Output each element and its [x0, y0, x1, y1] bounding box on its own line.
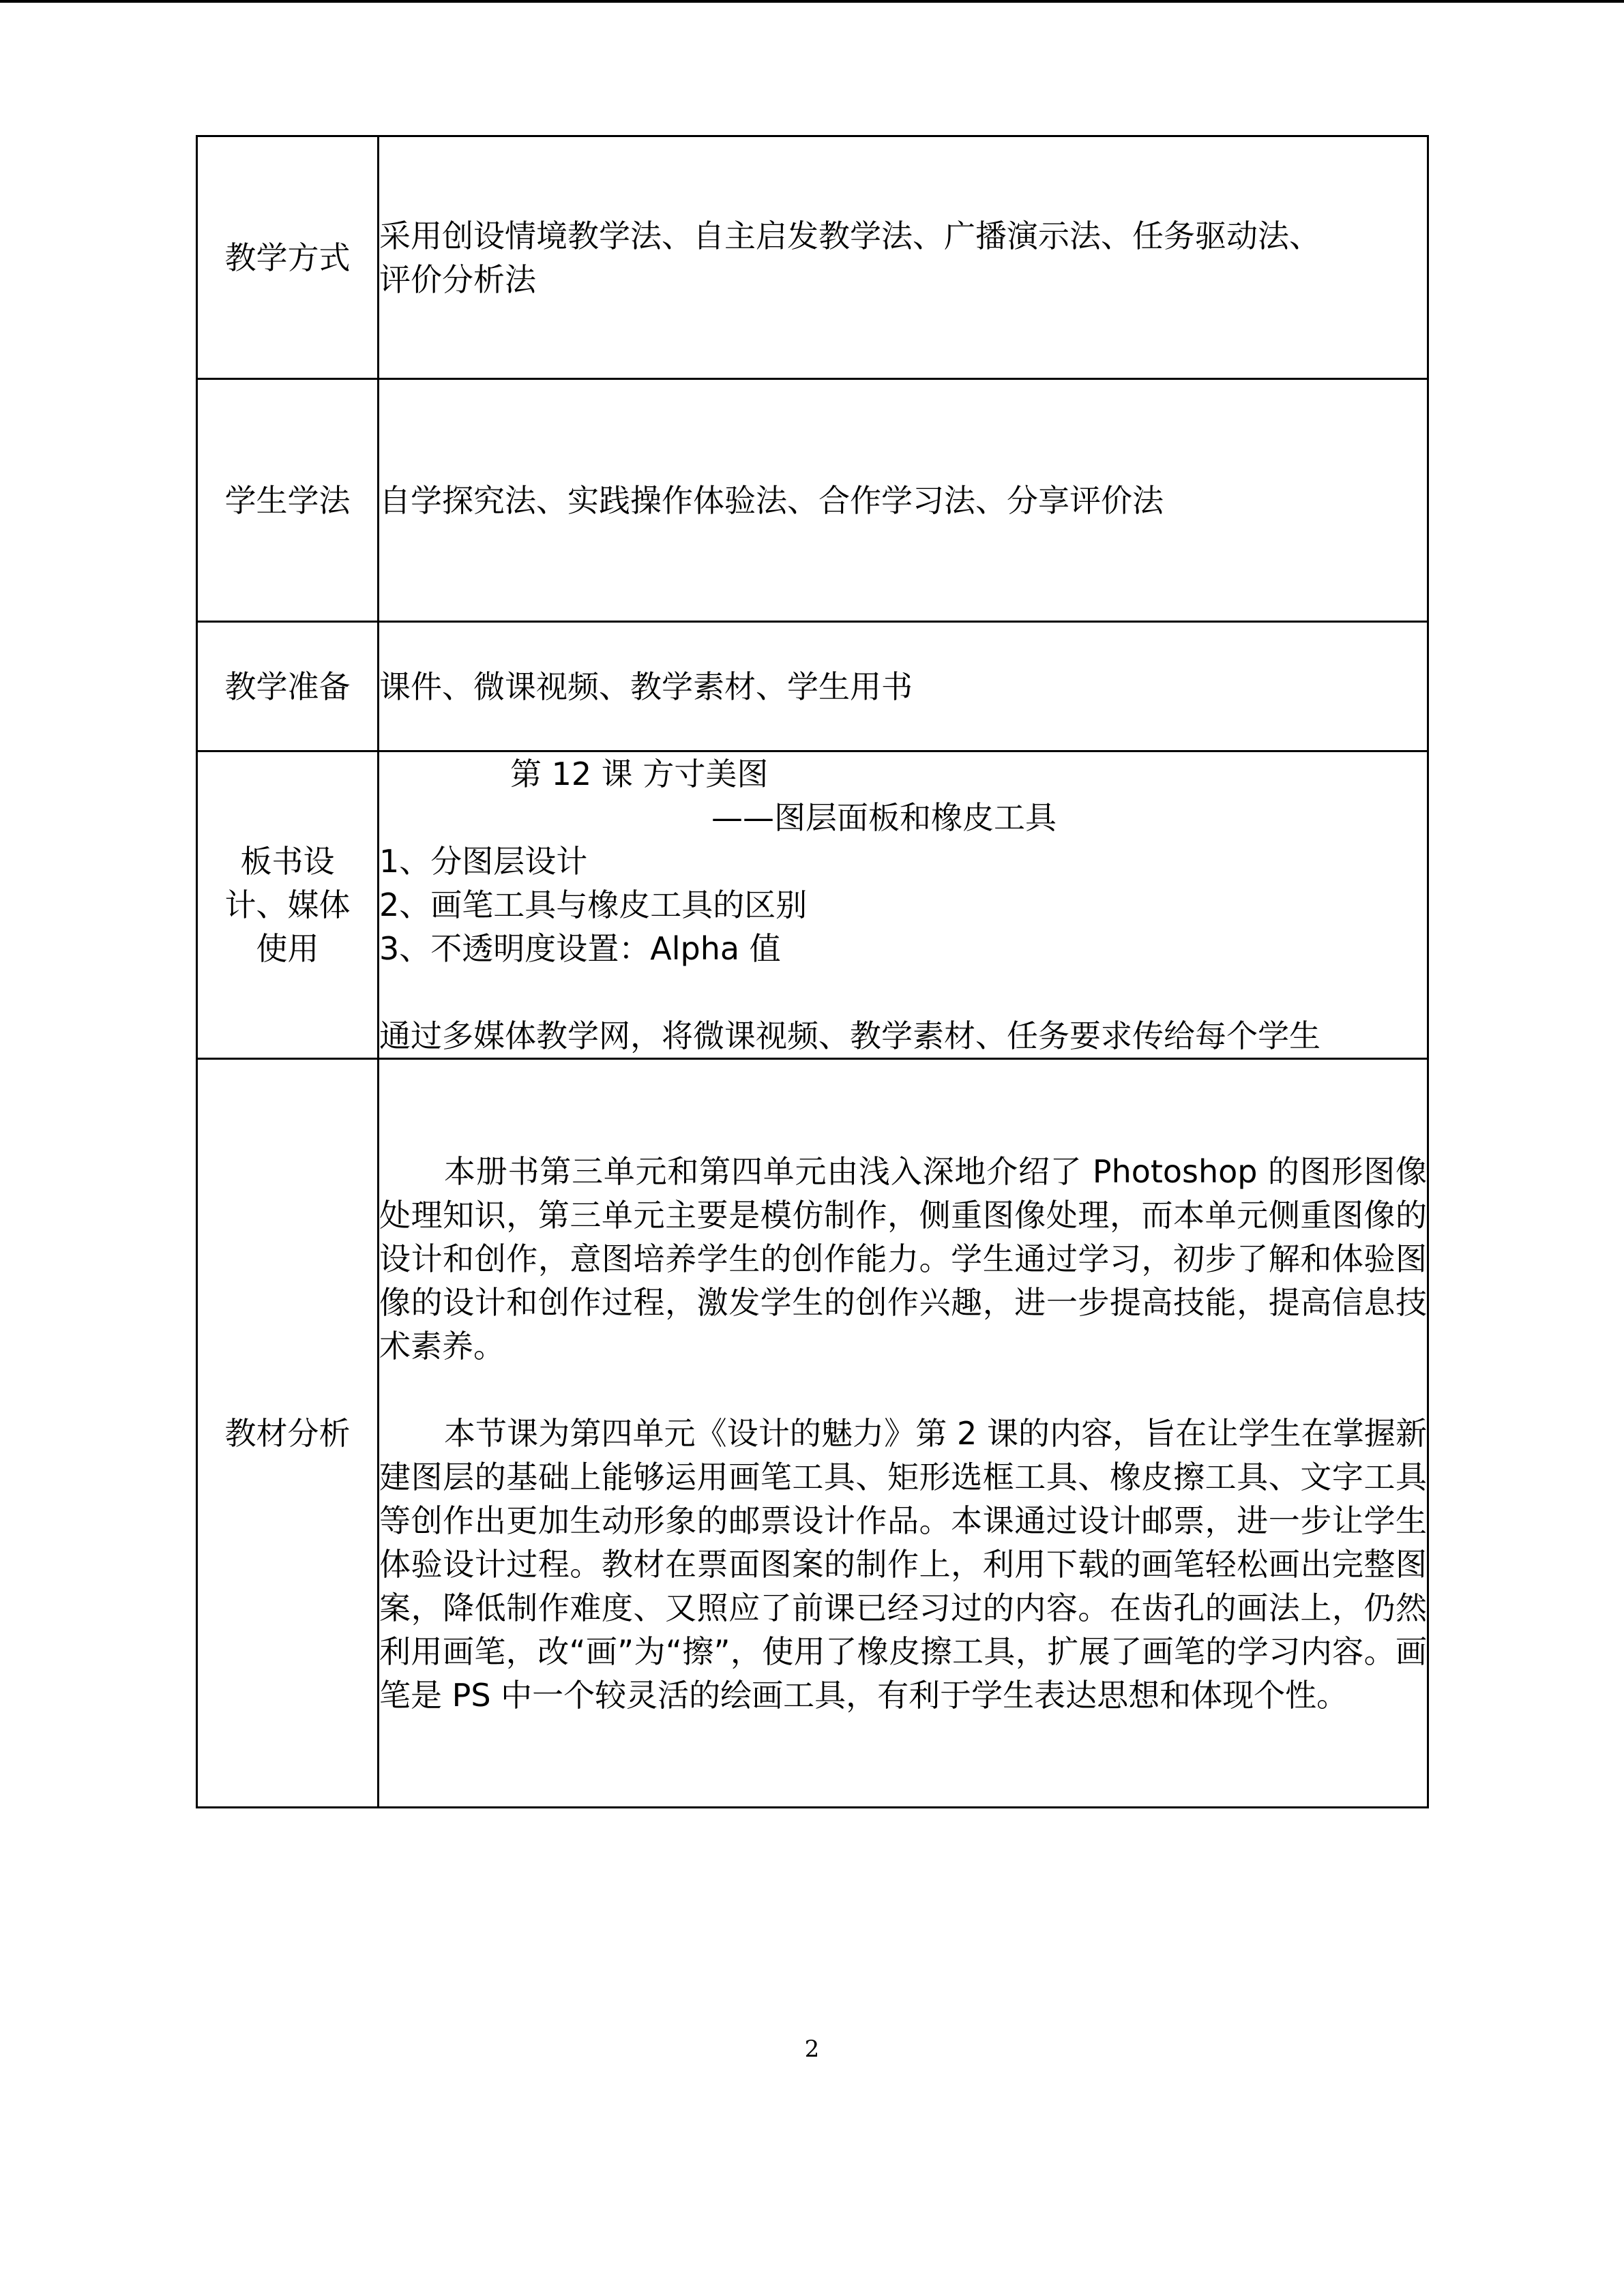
- page-number: 2: [804, 2036, 820, 2063]
- teaching-method-text: 采用创设情境教学法、自主启发教学法、广播演示法、任务驱动法、 评价分析法: [379, 217, 1320, 298]
- label-board-design: [197, 751, 379, 1059]
- board-item-2: 2、画笔工具与橡皮工具的区别: [379, 886, 808, 923]
- board-lesson-title: 第 12 课 方寸美图: [510, 756, 769, 792]
- board-item-1: 1、分图层设计: [379, 843, 588, 880]
- analysis-paragraph-1: 本册书第三单元和第四单元由浅入深地介绍了 Photoshop 的图形图像处理知识，第三单元主要是模仿制作，侧重图像处理，而本单元侧重图像的设计和创作，意图培养学生的创作能力。学生通过学习，初步了解和体验图像的设计和创作过程，激发学生的创作兴趣，进一步提高技能，提高信息技术素养。: [379, 1152, 1427, 1365]
- content-textbook-analysis: [379, 1059, 1428, 1808]
- label-student-method: 学生学法: [197, 379, 379, 622]
- board-lesson-subtitle: ——图层面板和橡皮工具: [711, 799, 1057, 836]
- label-preparation: 教学准备: [197, 622, 379, 751]
- row-student-method: [197, 379, 1428, 622]
- page-top-border: [0, 0, 1624, 3]
- row-board-design: [197, 751, 1428, 1059]
- content-student-method: 自学探究法、实践操作体验法、合作学习法、分享评价法: [379, 379, 1428, 622]
- row-preparation: [197, 622, 1428, 751]
- analysis-blank-line: [379, 1368, 1427, 1412]
- content-preparation: 课件、微课视频、教学素材、学生用书: [379, 622, 1428, 751]
- row-teaching-method: [197, 136, 1428, 379]
- analysis-paragraph-2: 本节课为第四单元《设计的魅力》第 2 课的内容，旨在让学生在掌握新建图层的基础上能够运用画笔工具、矩形选框工具、橡皮擦工具、文字工具等创作出更加生动形象的邮票设计作品。本课通过设计邮票，进一步让学生体验设计过程。教材在票面图案的制作上，利用下载的画笔轻松画出完整图案，降低制作难度、又照应了前课已经习过的内容。在齿孔的画法上，仍然利用画笔，改“画”为“擦”，使用了橡皮擦工具，扩展了画笔的学习内容。画笔是 PS 中一个较灵活的绘画工具，有利于学生表达思想和体现个性。: [379, 1414, 1427, 1714]
- board-design-label-text: 板书设 计、媒体 使用: [224, 843, 351, 967]
- label-teaching-method: 教学方式: [197, 136, 379, 379]
- content-board-design: [379, 751, 1428, 1059]
- lesson-plan-table: [196, 135, 1429, 1808]
- label-textbook-analysis: 教材分析: [197, 1059, 379, 1808]
- row-textbook-analysis: [197, 1059, 1428, 1808]
- board-item-3: 3、不透明度设置：Alpha 值: [379, 930, 781, 967]
- content-teaching-method: [379, 136, 1428, 379]
- board-media-note: 通过多媒体教学网，将微课视频、教学素材、任务要求传给每个学生: [379, 1017, 1320, 1054]
- board-blank-line: [379, 970, 1427, 1014]
